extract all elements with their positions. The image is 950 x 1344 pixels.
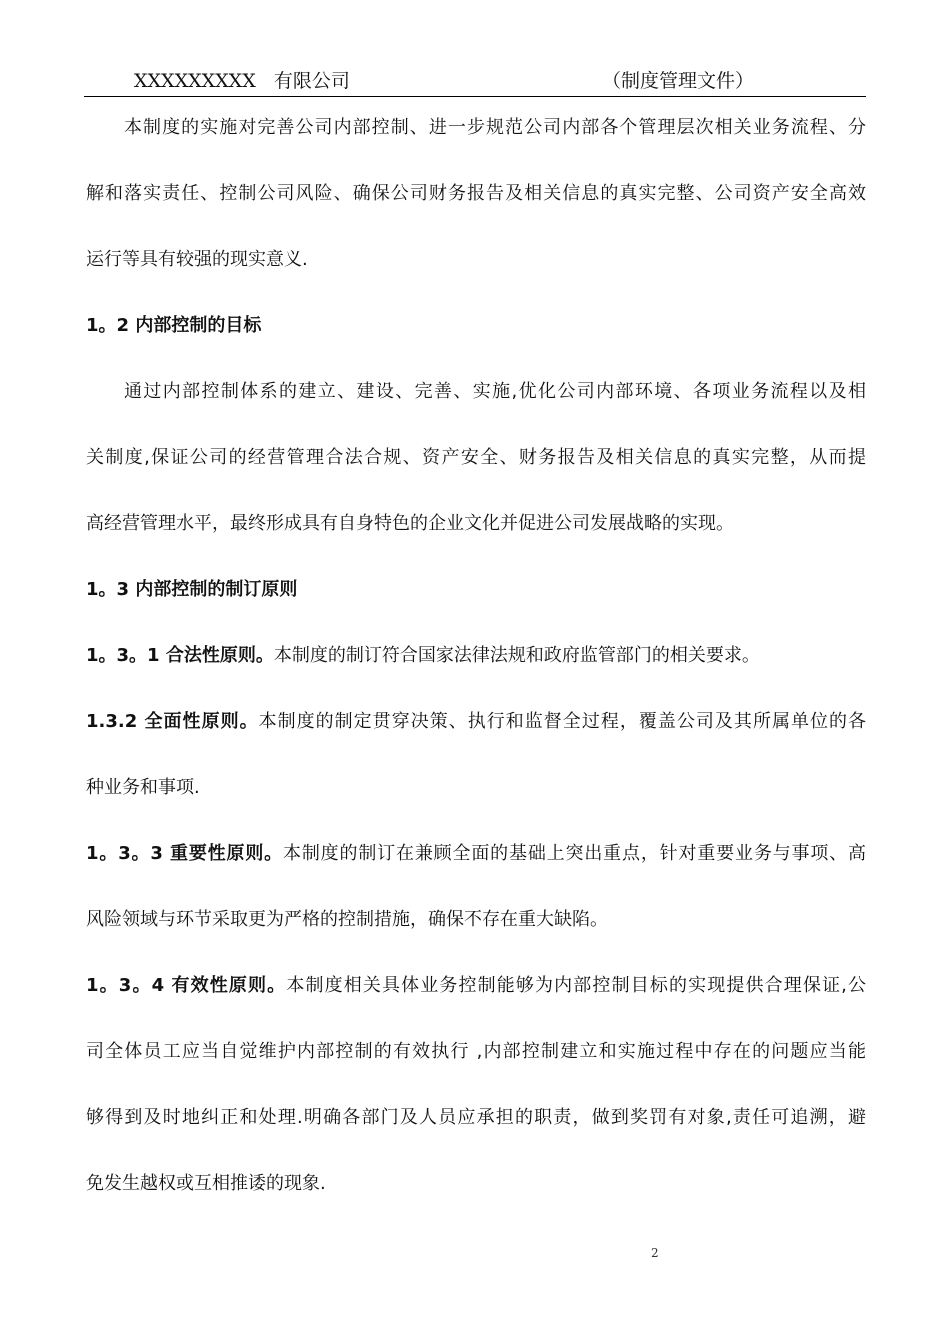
header-document-type: （制度管理文件） <box>601 70 754 92</box>
principle-comprehensiveness <box>86 696 866 762</box>
section-heading-1-3: 1。3 内部控制的制订原则 <box>86 579 298 600</box>
principle-text-line: 司全体员工应当自觉维护内部控制的有效执行 ,内部控制建立和实施过程中存在的问题应当能 <box>86 1041 866 1062</box>
principle-importance <box>86 828 866 894</box>
objective-paragraph-line: 关制度,保证公司的经营管理合法合规、资产安全、财务报告及相关信息的真实完整，从而提 <box>86 447 866 468</box>
principle-text: 本制度相关具体业务控制能够为内部控制目标的实现提供合理保证,公 <box>286 975 866 996</box>
principle-title: 1。3。4 有效性原则。 <box>86 975 287 996</box>
page-number: 2 <box>651 1246 659 1260</box>
principle-title: 1.3.2 全面性原则。 <box>86 711 259 732</box>
principle-legality <box>86 630 866 696</box>
principle-text-line: 风险领域与环节采取更为严格的控制措施，确保不存在重大缺陷。 <box>86 909 608 930</box>
page-header <box>84 62 866 97</box>
objective-paragraph-line: 高经营管理水平，最终形成具有自身特色的企业文化并促进公司发展战略的实现。 <box>86 513 734 534</box>
document-body <box>86 102 866 1224</box>
principle-effectiveness <box>86 960 866 1026</box>
intro-paragraph-line: 本制度的实施对完善公司内部控制、进一步规范公司内部各个管理层次相关业务流程、分 <box>124 117 866 138</box>
section-heading-1-2: 1。2 内部控制的目标 <box>86 315 262 336</box>
objective-paragraph-line: 通过内部控制体系的建立、建设、完善、实施,优化公司内部环境、各项业务流程以及相 <box>124 381 866 402</box>
principle-text-line: 够得到及时地纠正和处理.明确各部门及人员应承担的职责，做到奖罚有对象,责任可追溯，避 <box>86 1107 866 1128</box>
principle-title: 1。3。1 合法性原则。 <box>86 645 274 666</box>
principle-text: 本制度的制订符合国家法律法规和政府监管部门的相关要求。 <box>273 645 760 666</box>
principle-text-line: 种业务和事项. <box>86 777 200 798</box>
intro-paragraph-line: 解和落实责任、控制公司风险、确保公司财务报告及相关信息的真实完整、公司资产安全高效 <box>86 183 866 204</box>
principle-text: 本制度的制订在兼顾全面的基础上突出重点，针对重要业务与事项、高 <box>283 843 866 864</box>
principle-title: 1。3。3 重要性原则。 <box>86 843 284 864</box>
principle-text-line: 免发生越权或互相推诿的现象. <box>86 1173 326 1194</box>
intro-paragraph-line: 运行等具有较强的现实意义. <box>86 249 308 270</box>
principle-text: 本制度的制定贯穿决策、执行和监督全过程，覆盖公司及其所属单位的各 <box>258 711 866 732</box>
header-company-name: XXXXXXXXX 有限公司 <box>134 70 350 92</box>
